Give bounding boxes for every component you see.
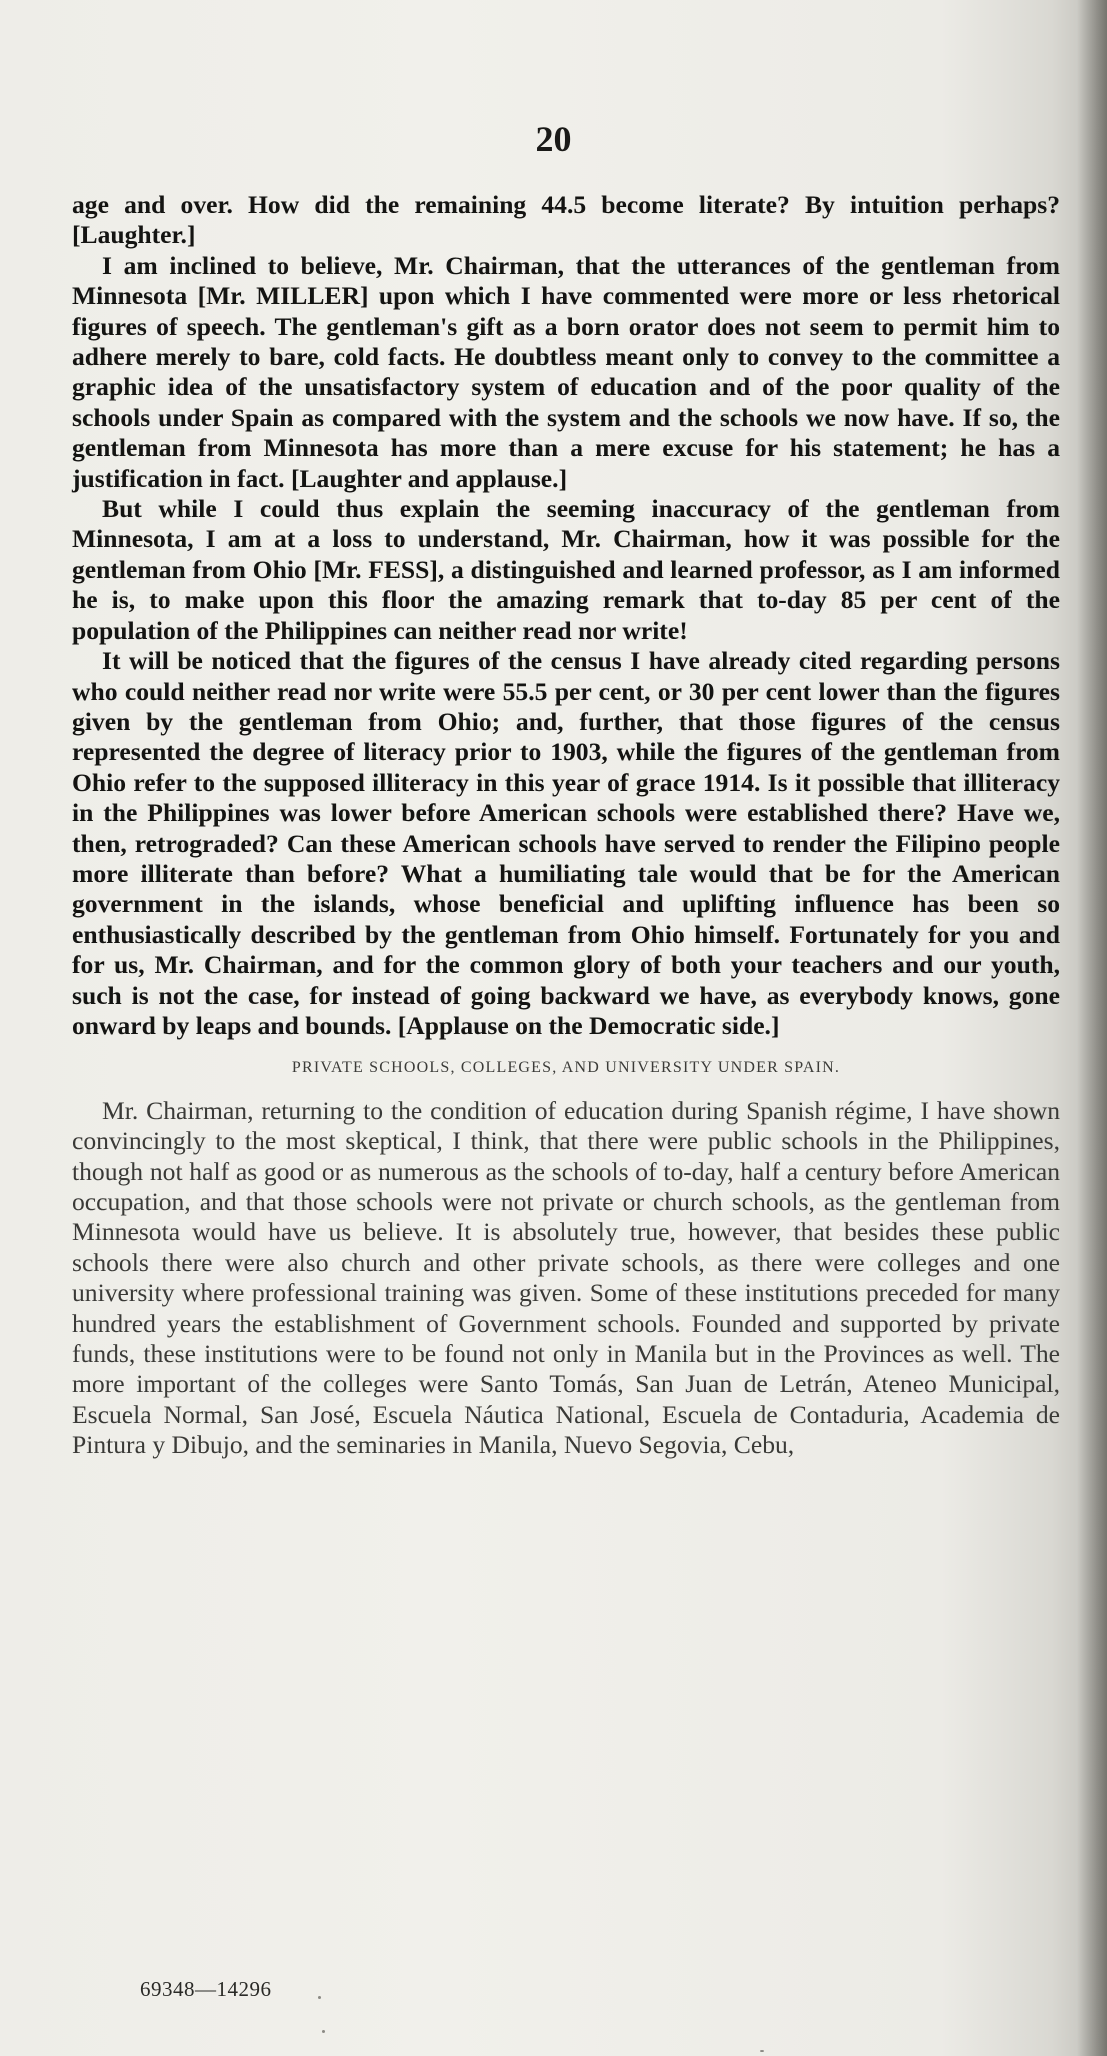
paper-speck	[322, 2030, 325, 2033]
paragraph-5: Mr. Chairman, returning to the condition of education during Spanish régime, I have shown convincingly to the most skeptical, I think, that there were public schools in the Philippines, though not half as good or as numerous as the schools of to-day, half a century before American occupation, and that those schools were not private or church schools, as the gentleman from Minnesota would have us believe. It is absolutely true, however, that besides these public schools there were also church and other private schools, as there were colleges and one university where professional training was given. Some of these institutions preceded for many hundred years the establishment of Government schools. Founded and supported by private funds, these institutions were to be found not only in Manila but in the Provinces as well. The more important of the colleges were Santo Tomás, San Juan de Letrán, Ateneo Municipal, Escuela Normal, San José, Escuela Náutica National, Escuela de Contaduria, Academia de Pintura y Dibujo, and the seminaries in Manila, Nuevo Segovia, Cebu,	[72, 1095, 1060, 1460]
paragraph-4: It will be noticed that the figures of the census I have already cited regarding persons who could neither read nor write were 55.5 per cent, or 30 per cent lower than the figures given by the gentleman from Ohio; and, further, that those figures of the census represented the degree of literacy prior to 1903, while the figures of the gentleman from Ohio refer to the supposed illiteracy in this year of grace 1914. Is it possible that illiteracy in the Philippines was lower before American schools were established there? Have we, then, retrograded? Can these American schools have served to render the Filipino people more illiterate than before? What a humiliating tale would that be for the American government in the islands, whose beneficial and uplifting influence has been so enthusiastically described by the gentleman from Ohio himself. Fortunately for you and for us, Mr. Chairman, and for the common glory of both your teachers and our youth, such is not the case, for instead of going backward we have, as everybody knows, gone onward by leaps and bounds. [Applause on the Democratic side.]	[72, 646, 1060, 1040]
page-number: 20	[535, 119, 572, 159]
body-text	[72, 190, 1060, 1461]
paragraph-1: age and over. How did the remaining 44.5 become literate? By intuition perhaps? [Laughter.]	[72, 190, 1060, 250]
paper-speck	[318, 1996, 321, 1999]
paragraph-3: But while I could thus explain the seeming inaccuracy of the gentleman from Minnesota, I am at a loss to understand, Mr. Chairman, how it was possible for the gentleman from Ohio [Mr. FESS], a distinguished and learned professor, as I am informed he is, to make upon this floor the amazing remark that to-day 85 per cent of the population of the Philippines can neither read nor write!	[72, 494, 1060, 645]
page-edge-shadow	[1077, 0, 1107, 2056]
paper-speck	[760, 2050, 764, 2052]
section-heading: PRIVATE SCHOOLS, COLLEGES, AND UNIVERSITY UNDER SPAIN.	[291, 1059, 841, 1077]
footer-code: 69348—14296	[140, 1977, 272, 2001]
paragraph-2: I am inclined to believe, Mr. Chairman, that the utterances of the gentleman from Minnesota [Mr. MILLER] upon which I have commented were more or less rhetorical figures of speech. The gentleman's gift as a born orator does not seem to permit him to adhere merely to bare, cold facts. He doubtless meant only to convey to the committee a graphic idea of the unsatisfactory system of education and of the poor quality of the schools under Spain as compared with the system and the schools we now have. If so, the gentleman from Minnesota has more than a mere excuse for his statement; he has a justification in fact. [Laughter and applause.]	[72, 250, 1060, 493]
